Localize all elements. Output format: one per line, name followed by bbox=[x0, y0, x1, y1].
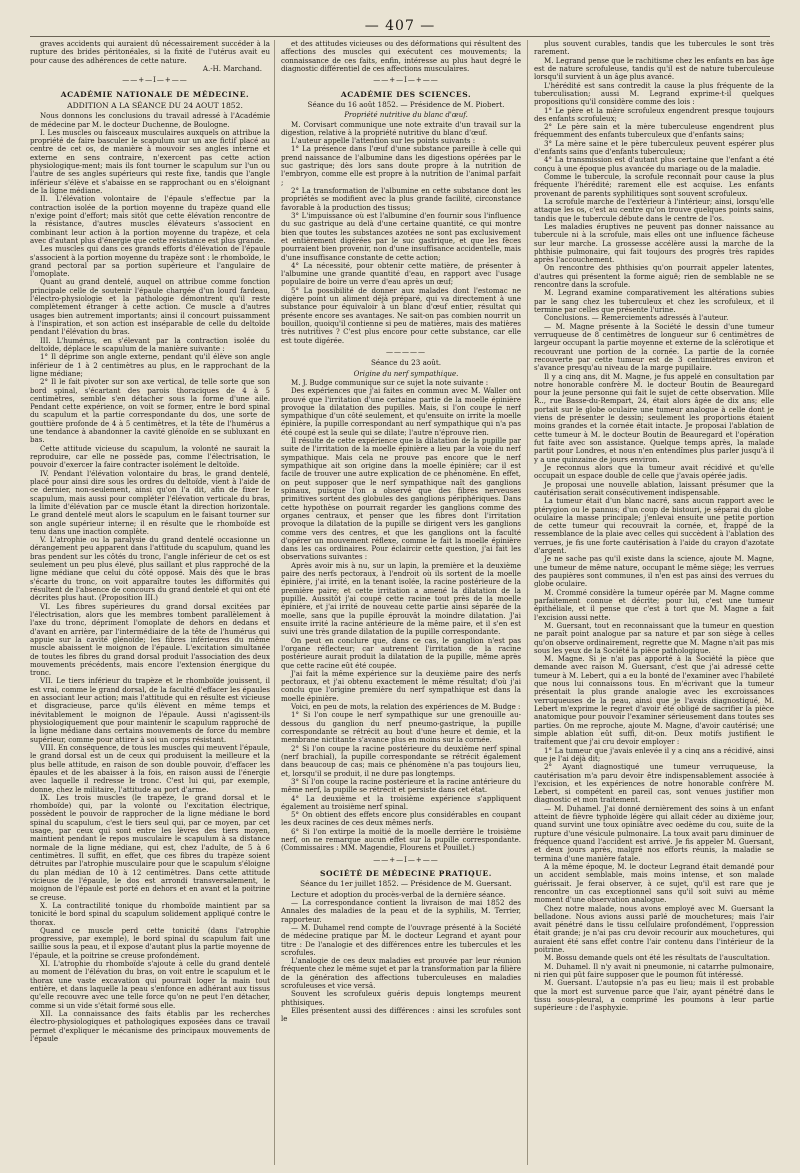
paragraph: M. J. Budge communique sur ce sujet la note suivante : bbox=[291, 377, 489, 387]
paragraph: M. Duhamel. Il n'y avait ni pneumonie, ni catarrhe pulmonaire, ni rien qui pût faire supposer que le poumon fût intéressé. bbox=[534, 961, 774, 979]
section-heading: ACADÉMIE DES SCIENCES. bbox=[340, 89, 472, 99]
paragraph: Elles présentent aussi des différences : ainsi les scrofules sont le bbox=[281, 1006, 521, 1024]
paragraph: 2° Ayant diagnostiqué une tumeur verruqueuse, la cautérisation m'a paru devoir être indispensablement associée à l'excision, et les expériences de notre honorable confrère M. Lebert, si compétent en pareil cas, sont venues justifier mon diagnostic et mon traitement. bbox=[534, 762, 774, 805]
paragraph: VII. Le tiers inférieur du trapèze et le rhomboïde jouissent, il est vrai, comme le grand dorsal, de la faculté d'effacer les épaules en associant leur action; mais l'attitude qui en résulte est vicieuse et disgracieuse, parce qu'ils élèvent en même temps et inévitablement le moignon de l'épaule. Aussi n'agissent-ils physiologiquement que pour maintenir le scapulum rapproché de la ligne médiane dans certains mouvements de force du membre supérieur, comme pour attirer à soi un corps résistant. bbox=[30, 676, 270, 744]
paragraph: X. La contractilité tonique du rhomboïde maintient par sa tonicité le bord spinal du scapulum solidement appliqué contre le thorax. bbox=[30, 900, 270, 927]
paragraph: L'hérédité est sans contredit la cause la plus fréquente de la tuberculisation; aussi M. Legrand exprime-t-il quelques propositions qu'il considère comme des lois : bbox=[534, 80, 774, 107]
paragraph: J'ai fait la même expérience sur la deuxième paire des nerfs pectoraux, et j'ai obtenu exactement le même résultat; d'où j'ai conclu que l'origine première du nerf sympathique est dans la moelle épinière. bbox=[281, 668, 521, 703]
paragraph: Quant au grand dentelé, auquel on attribue comme fonction principale celle de soutenir l'épaule chargée d'un lourd fardeau, l'électro-physiologie et la pathologie démontrent qu'il reste complètement étranger à cette action. Ce muscle a d'autres usages bien autrement importants; ainsi il concourt puissamment à l'inspiration, et son action est inséparable de celle du deltoïde pendant l'élévation du bras. bbox=[30, 277, 270, 337]
paragraph: V. L'atrophie ou la paralysie du grand dentelé occasionne un dérangement peu apparent dans l'attitude du scapulum, quand les bras pendent sur les côtés du tronc, l'angle inférieur de cet os est seulement un peu plus élevé, plus saillant et plus rapproché de la ligne médiane que celui du côté opposé. Mais dès que le bras s'écarte du tronc, on voit apparaître toutes les difformités qui résultent de l'absence de concours du grand dentelé et qui ont été décrites plus haut. (Proposition III.) bbox=[30, 535, 270, 603]
paragraph: XI. L'atrophie du rhomboïde s'ajoute à celle du grand dentelé au moment de l'élévation du bras, on voit entre le scapulum et le thorax une vaste excavation qui pourrait loger la main tout entière, et dans laquelle la peau s'enfonce en adhérant aux tissus qu'elle recouvre avec une telle force qu'on ne peut l'en détacher, comme si un vide s'était formé sous elle. bbox=[30, 959, 270, 1010]
paragraph: 3° La mère saine et le père tuberculeux peuvent espérer plus d'enfants sains que d'enfants tuberculeux; bbox=[534, 138, 774, 157]
ornament-divider: ——+—I—+—— bbox=[373, 855, 439, 864]
paragraph: 1° La tumeur que j'avais enlevée il y a cinq ans a récidivé, ainsi que je l'ai déjà dit; bbox=[534, 745, 774, 763]
paragraph: On rencontre des phthisies qu'on pourrait appeler latentes, d'autres qui présentent la forme aiguë; rien de semblable ne se rencontre dans la scrofule. bbox=[534, 263, 774, 290]
paragraph: A la même époque, M. le docteur Legrand était demandé pour un accident semblable, mais moins intense, et son malade guérissait. Je ferai observer, à ce sujet, qu'il est rare que je rencontre un cas exceptionnel sans qu'il soit suivi au même moment d'une observation analogue. bbox=[534, 861, 774, 905]
page-number: — 407 — bbox=[364, 18, 436, 34]
paragraph: 1° Le père et la mère scrofuleux engendrent presque toujours des enfants scrofuleux; bbox=[534, 105, 774, 123]
paragraph: 2° Il le fait pivoter sur son axe vertical, de telle sorte que son bord spinal, s'écartant des parois thoraciques de 4 à 5 centimètres, semble s'en détacher sous la forme d'une aile. Pendant cette expérience, on voit se former, entre le bord spinal du scapulum et la partie correspondante du dos, une sorte de gouttière profonde de 4 à 5 centimètres, et la tête de l'humérus a une tendance à abandonner la cavité glénoïde en se subluxant en bas. bbox=[30, 377, 270, 445]
paragraph: M. Bossu demande quels ont été les résultats de l'auscultation. bbox=[544, 953, 771, 963]
paragraph: 4° La transmission est d'autant plus certaine que l'enfant a été conçu à une époque plus avancée du mariage ou de la maladie. bbox=[534, 155, 774, 173]
paragraph: Après avoir mis à nu, sur un lapin, la première et la deuxième paire des nerfs pectoraux, à l'endroit où ils sortent de la moelle épinière, j'ai irrité, en la tenant isolée, la racine postérieure de la première paire; et cette irritation a amené la dilatation de la pupille. Aussitôt j'ai coupé cette racine tout près de la moelle épinière, et j'ai irrité de nouveau cette partie ainsi séparée de la moelle, sans que la pupille éprouvât la moindre dilatation. J'ai ensuite irrité la racine antérieure de la même paire, et il s'en est suivi une très grande dilatation de la pupille correspondante. bbox=[281, 560, 521, 637]
paragraph: M. Corvisart communique une note extraite d'un travail sur la digestion, relative à la propriété nutritive du blanc d'œuf. bbox=[281, 119, 521, 137]
paragraph: — M. Duhamel rend compte de l'ouvrage présenté à la Société de médecine pratique par M. le docteur Legrand et ayant pour titre : De l'analogie et des différences entre les tubercules et les scrofules. bbox=[281, 922, 521, 957]
paragraph: M. Guersant. L'autopsie n'a pas eu lieu; mais il est probable que la mort est survenue parce que l'air, ayant pénétré dans le tissu sous-pleural, a comprimé les poumons à leur partie supérieure : de l'asphyxie. bbox=[534, 978, 774, 1013]
paragraph: M. Legrand pense que le rachitisme chez les enfants en bas âge est de nature scrofuleuse, tandis qu'il est de nature tuberculeuse lorsqu'il survient à un âge plus avancé. bbox=[534, 55, 774, 82]
column-right bbox=[534, 40, 774, 1165]
paragraph: plus souvent curables, tandis que les tubercules le sont très rarement. bbox=[534, 40, 774, 57]
column-middle bbox=[281, 40, 521, 1165]
paragraph: Souvent les scrofuleux guéris depuis longtemps meurent phthisiques. bbox=[281, 989, 521, 1007]
paragraph: Quand ce muscle perd cette tonicité (dans l'atrophie progressive, par exemple), le bord spinal du scapulum fait une saillie sous la peau, et il expose d'autant plus la partie moyenne de l'épaule, et la poitrine se creuse profondément. bbox=[30, 925, 270, 960]
paragraph: 3° Si l'on coupe la racine postérieure et la racine antérieure du même nerf, la pupille se rétrécit et persiste dans cet état. bbox=[281, 776, 521, 795]
paragraph: — La correspondance contient la livraison de mai 1852 des Annales des maladies de la peau et de la syphilis, M. Terrier, rapporteur. bbox=[281, 897, 521, 924]
paragraph: Je reconnus alors que la tumeur avait récidivé et qu'elle occupait un espace double de celle que j'avais opérée jadis. bbox=[534, 462, 774, 481]
paragraph: Comme le tubercule, la scrofule reconnaît pour cause la plus fréquente l'hérédité; rarement elle est acquise. Les enfants provenant de parents syphilitiques sont souvent scrofuleux. bbox=[534, 172, 774, 198]
paragraph: M. Magne. Si je n'ai pas apporté à la Société la pièce que demande avec raison M. Guersant, c'est que j'ai adressé cette tumeur à M. Lebert, qui a eu la bonté de l'examiner avec l'habileté que nous lui connaissons tous. En m'écrivant que la tumeur présentait la plus grande analogie avec les excroissances verruqueuses de la peau, ainsi que je l'avais diagnostiqué, M. Lebert m'exprime le regret d'avoir été obligé de sacrifier la pièce anatomique pour pouvoir l'examiner sérieusement dans toutes ses parties. On me reproche, ajoute M. Magne, d'avoir cautérisé; une simple ablation eût suffi, dit-on. Deux motifs justifient le traitement que j'ai cru devoir employer : bbox=[534, 654, 774, 747]
paragraph: 2° Si l'on coupe la racine postérieure du deuxième nerf spinal (nerf brachial), la pupille correspondante se rétrécit également dans beaucoup de cas; mais ce phénomène n'a pas toujours lieu, et, lorsqu'il se produit, il ne dure pas longtemps. bbox=[281, 743, 521, 778]
paragraph: La tumeur était d'un blanc nacré, sans aucun rapport avec le ptérygion ou le pannus; d'un coup de bistouri, je séparai du globe oculaire la masse principale; j'enlevai ensuite une petite portion de cette tumeur qui recouvrait la cornée, et, frappé de la ressemblance de la plaie avec celles qui succèdent à l'ablation des verrues, je fis une forte cautérisation à l'aide du crayon d'azotate d'argent. bbox=[534, 496, 774, 556]
paragraph: 6° Si l'on extirpe la moitié de la moelle derrière le troisième nerf, on ne remarque aucun effet sur la pupille correspondante. (Commissaires : MM. Magendie, Flourens et Pouillet.) bbox=[281, 826, 521, 853]
session-caption: Séance du 23 août. bbox=[370, 358, 441, 368]
ornament-divider: ——+—I—+—— bbox=[373, 76, 439, 85]
paragraph: Voici, en peu de mots, la relation des expériences de M. Budge : bbox=[291, 702, 521, 712]
paragraph: 4° La nécessité, pour obtenir cette matière, de présenter à l'albumine une grande quantité d'eau, en rapport avec l'usage populaire de boire un verre d'eau après un œuf; bbox=[281, 260, 521, 287]
ornament-divider: ————— bbox=[386, 347, 426, 356]
paragraph: graves accidents qui auraient dû nécessairement succéder à la rupture des brides péritonéales, si la fixité de l'utérus avait eu pour cause des adhérences de cette nature. bbox=[30, 40, 270, 65]
paragraph: VI. Les fibres supérieures du grand dorsal excitées par l'électrisation, alors que les membres tombent parallèlement à l'axe du tronc, dépriment l'omoplate de dehors en dedans et d'avant en arrière, par l'intermédiaire de la tête de l'humérus qui appuie sur la cavité glénoïde; les fibres inférieures du même muscle abaissent le moignon de l'épaule. L'excitation simultanée de toutes les fibres du grand dorsal produit l'association des deux mouvements précédents, mais encore l'extension énergique du tronc. bbox=[30, 601, 270, 678]
paragraph: On peut en conclure que, dans ce cas, le ganglion n'est pas l'organe réflecteur; car autrement l'irritation de la racine postérieure aurait produit la dilatation de la pupille, même après que cette racine eût été coupée. bbox=[281, 635, 521, 670]
paragraph: IX. Les trois muscles (le trapèze, le grand dorsal et le rhomboïde) qui, par la volonté ou l'excitation électrique, possèdent le pouvoir de rapprocher de la ligne médiane le bord spinal du scapulum, c'est le tiers seul qui, par ce moyen, par cet usage, par ceux qui sont entre les lèvres des tiers moyen, maintient pendant le repos musculaire le scapulum à sa distance normale de la ligne médiane, qui est, chez l'adulte, de 5 à 6 centimètres. Il suffit, en effet, que ces fibres du trapèze soient détruites par l'atrophie musculaire pour que le scapulum s'éloigne du plan médian de 10 à 12 centimètres. Dans cette attitude vicieuse de l'épaule, le dos est arrondi transversalement, le moignon de l'épaule est porté en dehors et en avant et la poitrine se creuse. bbox=[30, 792, 270, 902]
subheading: Origine du nerf sympathique. bbox=[353, 369, 459, 378]
paragraph: Je proposai une nouvelle ablation, laissant présumer que la cautérisation serait consécutivement indispensable. bbox=[534, 479, 774, 497]
paragraph: Conclusions. — Remerciements adressés à l'auteur. bbox=[544, 313, 729, 323]
column-divider bbox=[274, 40, 275, 1165]
section-heading: SOCIÉTÉ DE MÉDECINE PRATIQUE. bbox=[320, 869, 492, 878]
ornament-divider: ——+—I—+—— bbox=[122, 76, 188, 85]
paragraph: L'auteur appelle l'attention sur les points suivants : bbox=[291, 136, 476, 146]
paragraph: 5° On obtient des effets encore plus considérables en coupant les deux racines de ces deux mêmes nerfs. bbox=[281, 810, 521, 828]
paragraph: 1° Il déprime son angle externe, pendant qu'il élève son angle inférieur de 1 à 2 centimètres au plus, en le rapprochant de la ligne médiane; bbox=[30, 352, 270, 378]
paragraph: XII. La connaissance des faits établis par les recherches électro-physiologiques et pathologiques exposées dans ce travail permet d'expliquer le mécanisme des principaux mouvements de l'épaule bbox=[30, 1008, 270, 1043]
paragraph: M. Legrand examine comparativement les altérations subies par le sang chez les tuberculeux et chez les scrofuleux, et il termine par celles que présente l'urine. bbox=[534, 288, 774, 314]
paragraph: 1° Si l'on coupe le nerf sympathique sur une grenouille au-dessous du ganglion du nerf pneumo-gastrique, la pupille correspondante se rétrécit au bout d'une heure et demie, et la membrane nictitante s'avance plus en moins sur la cornée. bbox=[281, 710, 521, 745]
paragraph: II. L'élévation volontaire de l'épaule s'effectue par la contraction isolée de la portion moyenne du trapèze quand elle n'exige point d'effort; mais sitôt que cette élévation rencontre de la résistance, d'autres muscles élévateurs s'associent en combinant leur action à la portion moyenne du trapèze, et cela avec d'autant plus d'énergie que cette résistance est plus grande. bbox=[30, 194, 270, 245]
signature: A.-H. Marchand. bbox=[202, 63, 262, 73]
paragraph: 3° L'impuissance où est l'albumine d'en fournir sous l'influence du suc gastrique au delà d'une certaine quantité, ce qui montre bien que toutes les substances azotées ne sont pas exclusivement et entièrement digérées par le suc gastrique, et que les fèces pourraient bien provenir, non d'une insuffisance accidentelle, mais d'une insuffisance constante de cette action; bbox=[281, 210, 521, 262]
paragraph: Lecture et adoption du procès-verbal de la dernière séance. bbox=[291, 889, 506, 899]
session-caption: Séance du 16 août 1852. — Présidence de M. Piobert. bbox=[307, 99, 505, 109]
paragraph: Je ne sache pas qu'il existe dans la science, ajoute M. Magne, une tumeur de même nature, occupant le même siège; les verrues des paupières sont communes, il n'en est pas ainsi des verrues du globe oculaire. bbox=[534, 554, 774, 589]
paragraph: Chez notre malade, nous avons employé avec M. Guersant la belladone. Nous avions aussi parlé de mouchetures; mais l'air avait pénétré dans le tissu cellulaire profondément, l'oppression était grande; je n'ai pas cru devoir recourir aux mouchetures, qui auraient été sans effet contre l'air contenu dans l'intérieur de la poitrine. bbox=[534, 903, 774, 955]
paragraph: et des attitudes vicieuses ou des déformations qui résultent des affections des muscles qui exécutent ces mouvements; la connaissance de ces faits, enfin, intéresse au plus haut degré le diagnostic différentiel de ces affections musculaires. bbox=[281, 40, 521, 73]
paragraph: Il y a cinq ans, dit M. Magne, je fus appelé en consultation par notre honorable confrère M. le docteur Boutin de Beauregard pour la jeune personne qui fait le sujet de cette observation. Mlle R.., rue Basse-du-Rempart, 24, était alors âgée de dix ans; elle portait sur le globe oculaire une tumeur analogue à celle dont je viens de présenter le dessin; seulement les proportions étaient moins grandes et la cornée était intacte. Je proposai l'ablation de cette tumeur à M. le docteur Boutin de Beauregard et l'opération fut faite avec son assistance. Quelque temps après, la malade partit pour Londres, et nous n'en entendîmes plus parler jusqu'à il y a une quinzaine de jours environ. bbox=[534, 371, 774, 464]
paragraph: 5° La possibilité de donner aux malades dont l'estomac ne digère point un aliment déjà préparé, qui va directement à une substance pour équivaloir à un blanc d'œuf entier, résultat qui présente encore ses avantages. Ne sait-on pas combien nourrit un bouillon, quoiqu'il contienne si peu de matières, mais des matières très nutritives ? C'est plus encore pour cette substance, car elle est toute digérée. bbox=[281, 285, 521, 345]
paragraph: M. Guersant, tout en reconnaissant que la tumeur en question ne paraît point analogue par sa nature et par son siège à celles qu'on observe ordinairement, regrette que M. Magne n'ait pas mis sous les yeux de la Société la pièce pathologique. bbox=[534, 620, 774, 655]
paragraph: La scrofule marche de l'extérieur à l'intérieur; ainsi, lorsqu'elle attaque les os, c'est au centre qu'on trouve quelques points sains, tandis que le tubercule débute dans le centre de l'os. bbox=[534, 196, 774, 223]
session-caption: Séance du 1er juillet 1852. — Présidence de M. Guersant. bbox=[300, 879, 512, 889]
paragraph: VIII. En conséquence, de tous les muscles qui meuvent l'épaule, le grand dorsal est un de ceux qui produisent la meilleure et la plus belle attitude, en raison de son double pouvoir, d'effacer les épaules et de les abaisser à la fois, en raison aussi de l'énergie avec laquelle il redresse le tronc. C'est lui qui, par exemple, donne, chez le militaire, l'attitude au port d'arme. bbox=[30, 742, 270, 794]
paragraph: Des expériences que j'ai faites en commun avec M. Waller ont prouvé que l'irritation d'une certaine partie de la moelle épinière provoque la dilatation des pupilles. Mais, si l'on coupe le nerf sympathique d'un côté seulement, et qu'ensuite on irrite la moelle épinière, la pupille correspondant au nerf sympathique qui n'a pas été coupé est la seule qui se dilate; l'autre n'éprouve rien. bbox=[281, 386, 521, 437]
paragraph: — M. Duhamel. J'ai donné dernièrement des soins à un enfant atteint de fièvre typhoïde légère qui allait céder au dixième jour, quand survint une toux opiniâtre avec oedème du cou, suite de la rupture d'une vésicule pulmonaire. La toux avait paru diminuer de fréquence quand l'accident est arrivé. Je fis appeler M. Guersant, et deux jours après, malgré nos efforts réunis, la maladie se termina d'une manière fatale. bbox=[534, 803, 774, 863]
paragraph: Nous donnons les conclusions du travail adressé à l'Académie de médecine par M. le docteur Duchenne, de Boulogne. bbox=[30, 111, 270, 129]
paragraph: I. Les muscles ou faisceaux musculaires auxquels on attribue la propriété de faire basculer le scapulum sur un axe fictif placé au centre de cet os, de manière à mouvoir ses angles interne et externe en sens contraire, n'exercent pas cette action physiologique-ment; mais ils font tourner le scapulum sur l'un ou l'autre de ses angles supérieurs qui reste fixe, tandis que l'angle inférieur s'élève et s'abaisse en se rapprochant ou en s'éloignant de la ligne médiane. bbox=[30, 127, 270, 195]
subheading: Propriété nutritive du blanc d'œuf. bbox=[344, 111, 468, 120]
paragraph: 2° La transformation de l'albumine en cette substance dont les propriétés se modifient avec la plus grande facilité, circonstance favorable à la production des tissus; bbox=[281, 186, 521, 212]
section-heading: ACADÉMIE NATIONALE DE MÉDECINE. bbox=[60, 89, 250, 99]
column-left bbox=[30, 40, 270, 1165]
paragraph: III. L'humérus, en s'élevant par la contraction isolée du deltoïde, déplace le scapulum de la manière suivante : bbox=[30, 335, 270, 353]
paragraph: L'analogie de ces deux maladies est prouvée par leur réunion fréquente chez le même sujet et par la transformation par la filière de la génération des affections tuberculeuses en maladies scrofuleuses et vice versâ. bbox=[281, 956, 521, 991]
paragraph: 2° Le père sain et la mère tuberculeuse engendrent plus fréquemment des enfants tuberculeux que d'enfants sains; bbox=[534, 122, 774, 140]
paragraph: M. Crommé considère la tumeur opérée par M. Magne comme parfaitement connue et décrite; pour lui, c'est une tumeur épithéliale, et il pense que c'est à tort que M. Magne a fait l'excision aussi nette. bbox=[534, 587, 774, 622]
column-divider bbox=[527, 40, 528, 1165]
paragraph: IV. Pendant l'élévation volontaire du bras, le grand dentelé, placé pour ainsi dire sous les ordres du deltoïde, vient à l'aide de ce dernier, non-seulement, ainsi qu'on l'a dit, afin de fixer le scapulum, mais aussi pour compléter l'élévation verticale du bras, la limite d'élévation par ce muscle étant la direction horizontale. Le grand dentelé meut alors le scapulum en le faisant tourner sur son angle supérieur interne; il en résulte que le rhomboïde est tenu dans une inaction complète. bbox=[30, 468, 270, 536]
paragraph: Cette attitude vicieuse du scapulum, la volonté ne saurait la reproduire, car elle ne possède pas, comme l'électrisation, le pouvoir d'exercer la faire contracter isolément le deltoïde. bbox=[30, 443, 270, 470]
paragraph: 1° La présence dans l'œuf d'une substance pareille à celle qui prend naissance de l'albumine dans les digestions opérées par le suc gastrique; dès lors sans doute propre à la nutrition de l'embryon, comme elle est propre à la nutrition de l'animal parfait ; bbox=[281, 144, 521, 187]
paragraph: Les maladies éruptives ne peuvent pas donner naissance au tubercule ni à la scrofule, mais elles ont une influence fâcheuse sur leur marche. La grossesse accélère aussi la marche de la phthisie pulmonaire, qui fait toujours des progrès très rapides après l'accouchement. bbox=[534, 221, 774, 265]
header-rule bbox=[30, 36, 770, 37]
session-note: ADDITION A LA SÉANCE DU 24 AOUT 1852. bbox=[67, 100, 243, 110]
paragraph: 4° La deuxième et la troisième expérience s'appliquent également au troisième nerf spinal. bbox=[281, 793, 521, 811]
paragraph: — M. Magne présente à la Société le dessin d'une tumeur verruqueuse de 8 centimètres de longueur sur 6 centimètres de largeur occupant la partie moyenne et externe de la sclérotique et recouvrant une portion de la cornée. La partie de la cornée recouverte par cette tumeur est de 3 centimètres environ et s'avance presqu'au niveau de la marge pupillaire. bbox=[534, 321, 774, 373]
paragraph: Il résulte de cette expérience que la dilatation de la pupille par suite de l'irritation de la moelle épinière a lieu par la voie du nerf sympathique. Mais cela ne prouve pas encore que le nerf sympathique ait son origine dans la moelle épinière; car il est facile de trouver une autre explication de ce phénomène. En effet, on peut supposer que le nerf sympathique naît des ganglions spinaux, puisque l'on a observé que des fibres nerveuses primitives sortent des globules des ganglions périphériques. Dans cette hypothèse on pourrait regarder les ganglions comme des organes centraux, et penser que les fibres dont l'irritation provoque la dilatation de la pupille se dirigent vers les ganglions comme vers des centres, et que les ganglions ont la faculté d'opérer un mouvement réflexe, comme le fait la moelle épinière dans les cas ordinaires. Pour éclaircir cette question, j'ai fait les observations suivantes : bbox=[281, 436, 521, 562]
paragraph: Les muscles qui dans ces grands efforts d'élévation de l'épaule s'associent à la portion moyenne du trapèze sont : le rhomboïde, le grand pectoral par sa portion supérieure et l'angulaire de l'omoplate. bbox=[30, 244, 270, 279]
